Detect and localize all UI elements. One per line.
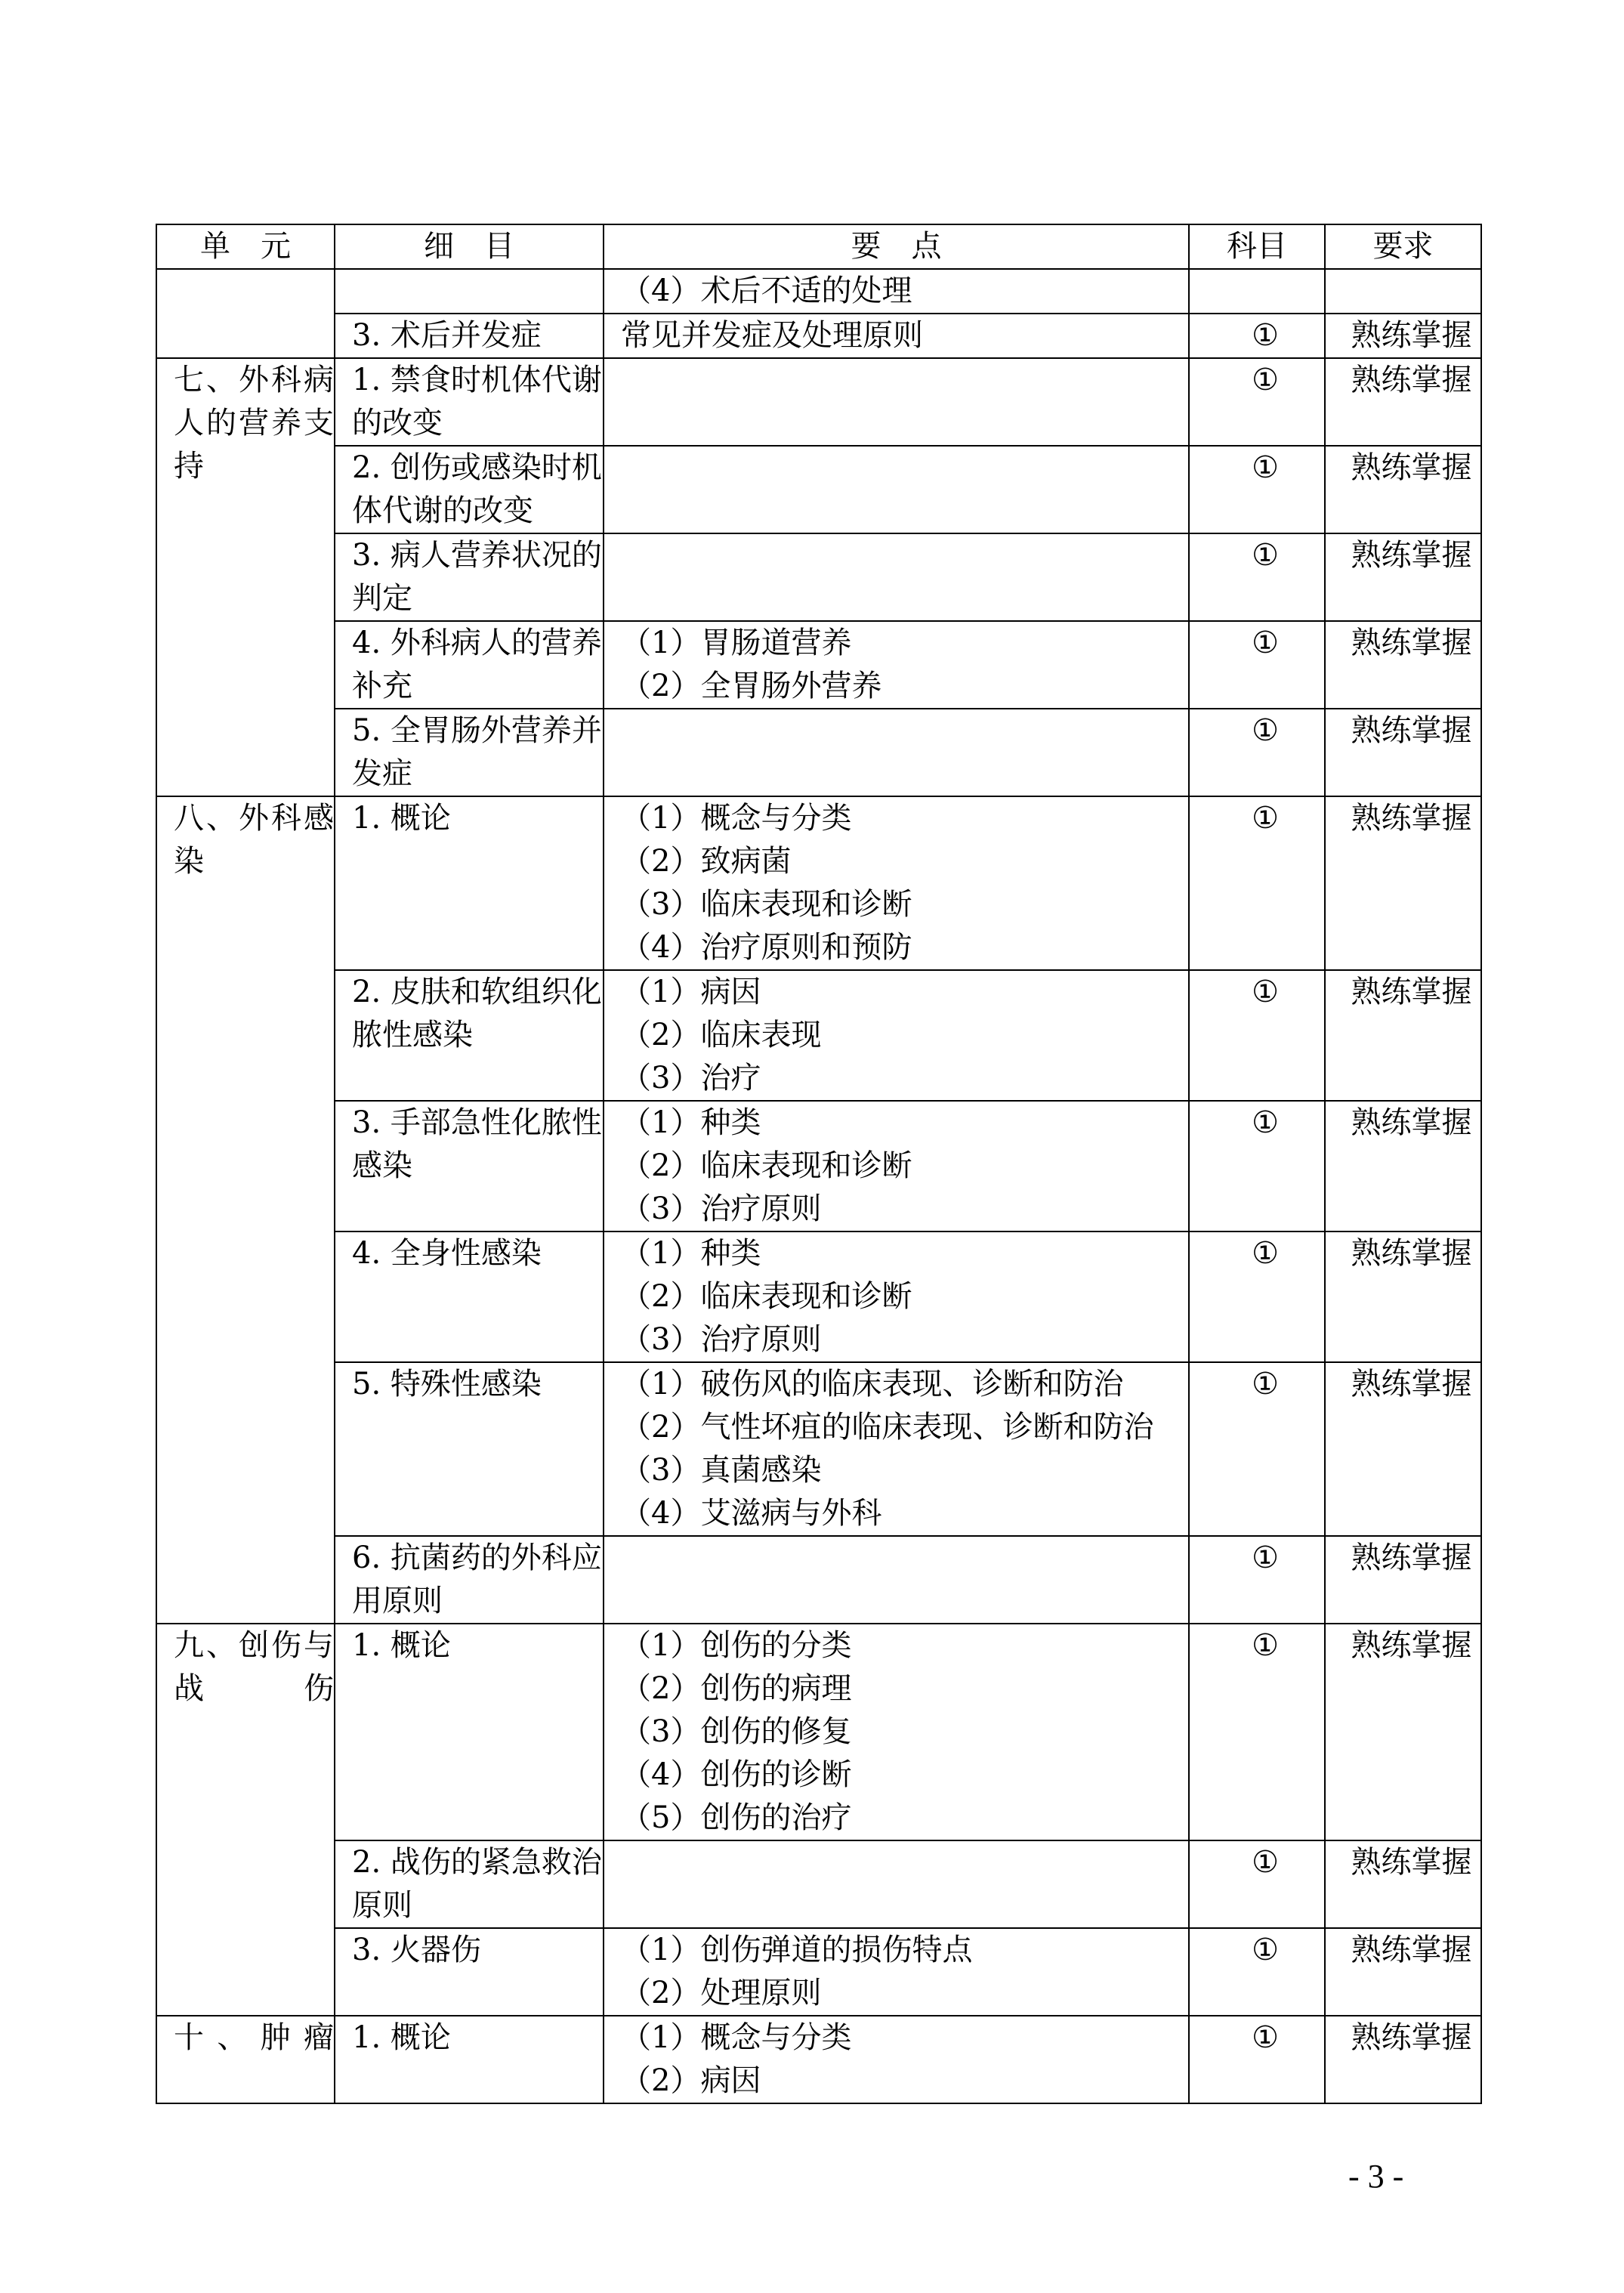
unit-cell: 八、外科感染 (156, 796, 335, 1624)
header-requirement: 要求 (1325, 224, 1481, 269)
detail-cell (335, 269, 604, 314)
header-points: 要 点 (604, 224, 1189, 269)
requirement-cell: 熟练掌握 (1325, 314, 1481, 358)
page-number: - 3 - (1348, 2158, 1404, 2195)
subject-cell: ① (1189, 533, 1325, 621)
points-cell: （1）破伤风的临床表现、诊断和防治 （2）气性坏疽的临床表现、诊断和防治 （3）真菌感染 （4）艾滋病与外科 (604, 1362, 1189, 1536)
points-cell: （1）概念与分类 （2）致病菌 （3）临床表现和诊断 （4）治疗原则和预防 (604, 796, 1189, 970)
table-row (156, 1840, 1481, 1928)
requirement-cell: 熟练掌握 (1325, 358, 1481, 446)
header-detail: 细 目 (335, 224, 604, 269)
subject-cell: ① (1189, 1928, 1325, 2016)
detail-cell: 5. 特殊性感染 (335, 1362, 604, 1536)
requirement-cell: 熟练掌握 (1325, 2016, 1481, 2103)
requirement-cell: 熟练掌握 (1325, 1362, 1481, 1536)
subject-cell: ① (1189, 314, 1325, 358)
subject-cell: ① (1189, 1840, 1325, 1928)
table-row (156, 1362, 1481, 1536)
subject-cell: ① (1189, 1362, 1325, 1536)
requirement-cell: 熟练掌握 (1325, 1928, 1481, 2016)
detail-cell: 4. 全身性感染 (335, 1231, 604, 1362)
unit-cell: 十、肿瘤 (156, 2016, 335, 2103)
requirement-cell: 熟练掌握 (1325, 1101, 1481, 1231)
points-cell: （1）种类 （2）临床表现和诊断 （3）治疗原则 (604, 1101, 1189, 1231)
table-row (156, 1536, 1481, 1624)
detail-cell: 2. 皮肤和软组织化脓性感染 (335, 970, 604, 1101)
detail-cell: 3. 火器伤 (335, 1928, 604, 2016)
table-row (156, 2016, 1481, 2103)
table-row (156, 1928, 1481, 2016)
requirement-cell: 熟练掌握 (1325, 1231, 1481, 1362)
subject-cell: ① (1189, 1624, 1325, 1840)
requirement-cell: 熟练掌握 (1325, 446, 1481, 533)
table-header-row (156, 224, 1481, 269)
points-cell (604, 446, 1189, 533)
points-cell (604, 1840, 1189, 1928)
requirement-cell: 熟练掌握 (1325, 533, 1481, 621)
unit-cell: 七、外科病人的营养支持 (156, 358, 335, 796)
table-row (156, 1101, 1481, 1231)
subject-cell: ① (1189, 2016, 1325, 2103)
table-row (156, 533, 1481, 621)
points-cell: （1）胃肠道营养 （2）全胃肠外营养 (604, 621, 1189, 709)
detail-cell: 3. 术后并发症 (335, 314, 604, 358)
subject-cell: ① (1189, 709, 1325, 796)
points-cell (604, 709, 1189, 796)
points-cell: （1）创伤弹道的损伤特点 （2）处理原则 (604, 1928, 1189, 2016)
requirement-cell: 熟练掌握 (1325, 1624, 1481, 1840)
requirement-cell: 熟练掌握 (1325, 1840, 1481, 1928)
detail-cell: 2. 创伤或感染时机体代谢的改变 (335, 446, 604, 533)
subject-cell: ① (1189, 446, 1325, 533)
detail-cell: 1. 概论 (335, 2016, 604, 2103)
subject-cell: ① (1189, 1536, 1325, 1624)
points-cell: （1）创伤的分类 （2）创伤的病理 （3）创伤的修复 （4）创伤的诊断 （5）创伤的治疗 (604, 1624, 1189, 1840)
points-cell: （1）概念与分类 （2）病因 (604, 2016, 1189, 2103)
table-row (156, 796, 1481, 970)
table-row (156, 970, 1481, 1101)
subject-cell: ① (1189, 796, 1325, 970)
detail-cell: 2. 战伤的紧急救治原则 (335, 1840, 604, 1928)
header-subject: 科目 (1189, 224, 1325, 269)
detail-cell: 5. 全胃肠外营养并发症 (335, 709, 604, 796)
table-row (156, 358, 1481, 446)
subject-cell: ① (1189, 1231, 1325, 1362)
detail-cell: 6. 抗菌药的外科应用原则 (335, 1536, 604, 1624)
detail-cell: 1. 概论 (335, 796, 604, 970)
unit-cell (156, 269, 335, 358)
requirement-cell: 熟练掌握 (1325, 796, 1481, 970)
table-row (156, 446, 1481, 533)
detail-cell: 4. 外科病人的营养补充 (335, 621, 604, 709)
header-unit: 单 元 (156, 224, 335, 269)
table-row (156, 1624, 1481, 1840)
requirement-cell: 熟练掌握 (1325, 1536, 1481, 1624)
points-cell: 常见并发症及处理原则 (604, 314, 1189, 358)
detail-cell: 3. 病人营养状况的判定 (335, 533, 604, 621)
subject-cell: ① (1189, 358, 1325, 446)
table-row (156, 709, 1481, 796)
requirement-cell: 熟练掌握 (1325, 709, 1481, 796)
subject-cell (1189, 269, 1325, 314)
table-row (156, 269, 1481, 314)
table-row (156, 621, 1481, 709)
detail-cell: 1. 概论 (335, 1624, 604, 1840)
detail-cell: 3. 手部急性化脓性感染 (335, 1101, 604, 1231)
table-row (156, 1231, 1481, 1362)
points-cell (604, 533, 1189, 621)
points-cell: （4）术后不适的处理 (604, 269, 1189, 314)
subject-cell: ① (1189, 970, 1325, 1101)
requirement-cell: 熟练掌握 (1325, 621, 1481, 709)
subject-cell: ① (1189, 1101, 1325, 1231)
requirement-cell (1325, 269, 1481, 314)
points-cell (604, 358, 1189, 446)
points-cell: （1）病因 （2）临床表现 （3）治疗 (604, 970, 1189, 1101)
subject-cell: ① (1189, 621, 1325, 709)
unit-cell: 九、创伤与战伤 (156, 1624, 335, 2016)
points-cell (604, 1536, 1189, 1624)
requirement-cell: 熟练掌握 (1325, 970, 1481, 1101)
table-row (156, 314, 1481, 358)
syllabus-table (156, 224, 1482, 2104)
detail-cell: 1. 禁食时机体代谢的改变 (335, 358, 604, 446)
points-cell: （1）种类 （2）临床表现和诊断 （3）治疗原则 (604, 1231, 1189, 1362)
